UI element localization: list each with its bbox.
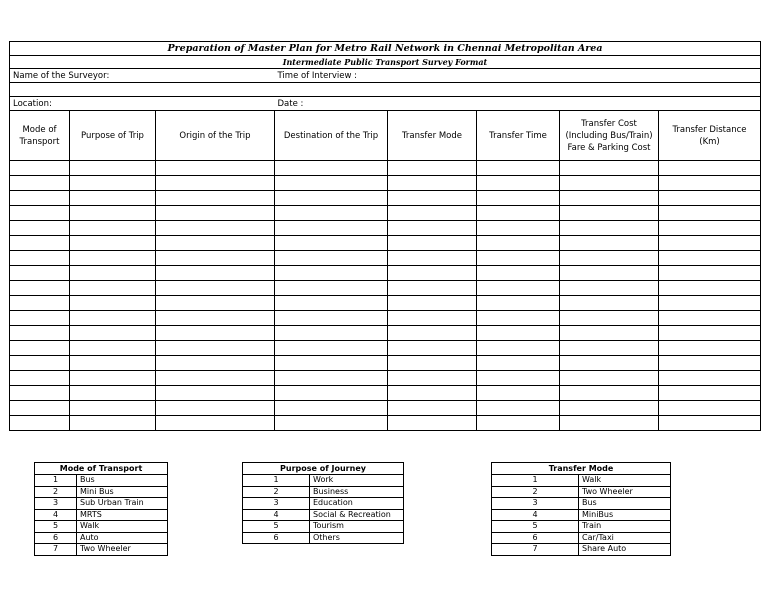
entry-cell[interactable]	[70, 311, 156, 326]
table-row	[10, 371, 761, 386]
legend-item	[492, 509, 671, 521]
entry-cell[interactable]	[560, 221, 659, 236]
col-header-transfer-cost: Transfer Cost (Including Bus/Train) Fare & Parking Cost	[560, 111, 659, 161]
legend-label: Share Auto	[579, 544, 671, 556]
table-row	[10, 386, 761, 401]
entry-cell[interactable]	[477, 221, 560, 236]
col-header-purpose: Purpose of Trip	[70, 111, 156, 161]
entry-cell[interactable]	[10, 326, 70, 341]
entry-cell[interactable]	[70, 281, 156, 296]
entry-cell[interactable]	[560, 311, 659, 326]
legend-label: Sub Urban Train	[77, 498, 168, 510]
entry-cell[interactable]	[70, 326, 156, 341]
entry-cell[interactable]	[156, 401, 275, 416]
entry-cell[interactable]	[156, 191, 275, 206]
col-header-transfer-mode: Transfer Mode	[388, 111, 477, 161]
entry-cell[interactable]	[560, 161, 659, 176]
legend-item	[35, 521, 168, 533]
col-header-destination: Destination of the Trip	[275, 111, 388, 161]
entry-cell[interactable]	[275, 416, 388, 431]
entry-cell[interactable]	[560, 341, 659, 356]
entry-cell[interactable]	[70, 356, 156, 371]
entry-cell[interactable]	[388, 401, 477, 416]
entry-cell[interactable]	[477, 206, 560, 221]
entry-cell[interactable]	[388, 311, 477, 326]
entry-cell[interactable]	[156, 251, 275, 266]
entry-cell[interactable]	[70, 341, 156, 356]
entry-cell[interactable]	[10, 251, 70, 266]
entry-cell[interactable]	[10, 266, 70, 281]
legend-code: 2	[243, 486, 310, 498]
legend-title: Purpose of Journey	[243, 463, 404, 475]
entry-cell[interactable]	[388, 341, 477, 356]
entry-cell[interactable]	[560, 296, 659, 311]
legend-label: Two Wheeler	[579, 486, 671, 498]
entry-cell[interactable]	[477, 311, 560, 326]
legend-item	[35, 509, 168, 521]
entry-cell[interactable]	[156, 221, 275, 236]
table-row	[10, 281, 761, 296]
entry-cell[interactable]	[560, 266, 659, 281]
legend-code: 3	[492, 498, 579, 510]
entry-cell[interactable]	[560, 371, 659, 386]
legend-code: 1	[243, 475, 310, 487]
entry-cell[interactable]	[70, 266, 156, 281]
legend-label: Walk	[579, 475, 671, 487]
table-row	[10, 161, 761, 176]
entry-cell[interactable]	[477, 341, 560, 356]
entry-cell[interactable]	[70, 236, 156, 251]
legend-label: Mini Bus	[77, 486, 168, 498]
entry-cell[interactable]	[156, 176, 275, 191]
legend-code: 4	[35, 509, 77, 521]
entry-cell[interactable]	[477, 191, 560, 206]
legend-item	[243, 532, 404, 544]
legend-label: Work	[310, 475, 404, 487]
table-row	[10, 416, 761, 431]
entry-cell[interactable]	[659, 251, 761, 266]
entry-cell[interactable]	[275, 311, 388, 326]
entry-cell[interactable]	[10, 176, 70, 191]
entry-cell[interactable]	[10, 161, 70, 176]
entry-cell[interactable]	[560, 281, 659, 296]
legend-item	[35, 475, 168, 487]
entry-cell[interactable]	[388, 191, 477, 206]
entry-cell[interactable]	[659, 416, 761, 431]
entry-cell[interactable]	[477, 371, 560, 386]
entry-cell[interactable]	[70, 251, 156, 266]
col-header-origin: Origin of the Trip	[156, 111, 275, 161]
entry-cell[interactable]	[388, 416, 477, 431]
entry-cell[interactable]	[275, 326, 388, 341]
entry-cell[interactable]	[275, 206, 388, 221]
entry-cell[interactable]	[477, 296, 560, 311]
entry-cell[interactable]	[388, 356, 477, 371]
entry-cell[interactable]	[659, 236, 761, 251]
entry-cell[interactable]	[275, 386, 388, 401]
entry-cell[interactable]	[275, 296, 388, 311]
legend-label: Walk	[77, 521, 168, 533]
legend-label: Auto	[77, 532, 168, 544]
entry-cell[interactable]	[10, 311, 70, 326]
entry-cell[interactable]	[70, 296, 156, 311]
surveyor-name-field[interactable]: Name of the Surveyor:	[10, 69, 275, 83]
entry-cell[interactable]	[477, 326, 560, 341]
table-row	[10, 296, 761, 311]
table-row	[10, 191, 761, 206]
entry-cell[interactable]	[156, 356, 275, 371]
entry-cell[interactable]	[477, 416, 560, 431]
entry-cell[interactable]	[156, 386, 275, 401]
legend-code: 7	[35, 544, 77, 556]
blank-row	[10, 83, 761, 97]
location-field[interactable]: Location:	[10, 97, 275, 111]
entry-cell[interactable]	[659, 281, 761, 296]
entry-cell[interactable]	[10, 356, 70, 371]
legend-code: 6	[35, 532, 77, 544]
entry-cell[interactable]	[275, 176, 388, 191]
entry-cell[interactable]	[10, 236, 70, 251]
interview-time-field[interactable]: Time of Interview :	[275, 69, 761, 83]
entry-cell[interactable]	[560, 356, 659, 371]
entry-cell[interactable]	[560, 176, 659, 191]
entry-cell[interactable]	[388, 371, 477, 386]
legend-code: 4	[492, 509, 579, 521]
legend-label: MRTS	[77, 509, 168, 521]
entry-cell[interactable]	[388, 176, 477, 191]
table-row	[10, 266, 761, 281]
entry-cell[interactable]	[388, 326, 477, 341]
legend-code: 1	[492, 475, 579, 487]
entry-cell[interactable]	[275, 251, 388, 266]
entry-cell[interactable]	[10, 341, 70, 356]
legend-item	[492, 498, 671, 510]
entry-cell[interactable]	[156, 416, 275, 431]
legend-code: 5	[35, 521, 77, 533]
entry-cell[interactable]	[275, 281, 388, 296]
entry-cell[interactable]	[477, 236, 560, 251]
table-row	[10, 401, 761, 416]
legend-label: MiniBus	[579, 509, 671, 521]
entry-cell[interactable]	[659, 221, 761, 236]
entry-cell[interactable]	[10, 191, 70, 206]
mode-of-transport-legend	[34, 462, 168, 556]
legend-label: Two Wheeler	[77, 544, 168, 556]
entry-cell[interactable]	[560, 236, 659, 251]
entry-cell[interactable]	[560, 206, 659, 221]
entry-cell[interactable]	[659, 371, 761, 386]
legend-code: 3	[243, 498, 310, 510]
entry-cell[interactable]	[388, 266, 477, 281]
legend-item	[492, 521, 671, 533]
legend-label: Bus	[77, 475, 168, 487]
legend-label: Car/Taxi	[579, 532, 671, 544]
column-header-row	[10, 111, 761, 161]
entry-cell[interactable]	[560, 251, 659, 266]
entry-cell[interactable]	[156, 206, 275, 221]
legend-code: 5	[243, 521, 310, 533]
legend-code: 7	[492, 544, 579, 556]
legend-item	[243, 521, 404, 533]
legend-code: 6	[243, 532, 310, 544]
entry-cell[interactable]	[477, 251, 560, 266]
legend-item	[35, 544, 168, 556]
entry-cell[interactable]	[659, 206, 761, 221]
form-subtitle: Intermediate Public Transport Survey Format	[10, 56, 761, 69]
entry-cell[interactable]	[70, 191, 156, 206]
entry-cell[interactable]	[275, 401, 388, 416]
entry-cell[interactable]	[70, 416, 156, 431]
entry-cell[interactable]	[659, 296, 761, 311]
entry-cell[interactable]	[560, 191, 659, 206]
table-row	[10, 221, 761, 236]
entry-cell[interactable]	[156, 311, 275, 326]
legend-code: 5	[492, 521, 579, 533]
table-row	[10, 206, 761, 221]
form-title: Preparation of Master Plan for Metro Rail Network in Chennai Metropolitan Area	[10, 42, 761, 56]
entry-cell[interactable]	[560, 401, 659, 416]
col-header-transfer-distance: Transfer Distance (Km)	[659, 111, 761, 161]
table-row	[10, 236, 761, 251]
col-header-transfer-time: Transfer Time	[477, 111, 560, 161]
entry-cell[interactable]	[560, 326, 659, 341]
entry-cell[interactable]	[156, 236, 275, 251]
legend-item	[243, 498, 404, 510]
entry-cell[interactable]	[275, 341, 388, 356]
survey-form-table	[9, 41, 761, 431]
entry-cell[interactable]	[70, 176, 156, 191]
legend-item	[35, 532, 168, 544]
entry-cell[interactable]	[70, 386, 156, 401]
legend-item	[35, 486, 168, 498]
entry-cell[interactable]	[477, 266, 560, 281]
entry-cell[interactable]	[156, 371, 275, 386]
col-header-mode: Mode of Transport	[10, 111, 70, 161]
entry-cell[interactable]	[70, 221, 156, 236]
entry-cell[interactable]	[659, 266, 761, 281]
legend-item	[243, 486, 404, 498]
entry-cell[interactable]	[388, 221, 477, 236]
legend-label: Bus	[579, 498, 671, 510]
table-row	[10, 176, 761, 191]
entry-cell[interactable]	[156, 281, 275, 296]
entry-cell[interactable]	[156, 266, 275, 281]
legend-label: Social & Recreation	[310, 509, 404, 521]
legend-item	[243, 509, 404, 521]
entry-cell[interactable]	[659, 176, 761, 191]
entry-cell[interactable]	[477, 401, 560, 416]
legend-code: 2	[35, 486, 77, 498]
entry-cell[interactable]	[70, 371, 156, 386]
legend-title: Transfer Mode	[492, 463, 671, 475]
legend-title: Mode of Transport	[35, 463, 168, 475]
purpose-of-journey-legend	[242, 462, 404, 544]
entry-cell[interactable]	[388, 281, 477, 296]
legend-code: 1	[35, 475, 77, 487]
transfer-mode-legend	[491, 462, 671, 556]
entry-cell[interactable]	[275, 371, 388, 386]
legend-code: 2	[492, 486, 579, 498]
entry-cell[interactable]	[388, 296, 477, 311]
entry-cell[interactable]	[659, 341, 761, 356]
entry-cell[interactable]	[156, 341, 275, 356]
entry-cell[interactable]	[10, 371, 70, 386]
legend-label: Education	[310, 498, 404, 510]
date-field[interactable]: Date :	[275, 97, 761, 111]
entry-cell[interactable]	[275, 236, 388, 251]
legend-item	[243, 475, 404, 487]
entry-cell[interactable]	[477, 281, 560, 296]
legend-item	[492, 475, 671, 487]
entry-cell[interactable]	[659, 326, 761, 341]
entry-cell[interactable]	[10, 281, 70, 296]
entry-cell[interactable]	[659, 401, 761, 416]
entry-cell[interactable]	[659, 191, 761, 206]
legend-label: Others	[310, 532, 404, 544]
entry-cell[interactable]	[659, 161, 761, 176]
entry-cell[interactable]	[275, 356, 388, 371]
entry-cell[interactable]	[70, 161, 156, 176]
entry-cell[interactable]	[560, 416, 659, 431]
entry-cell[interactable]	[388, 206, 477, 221]
entry-cell[interactable]	[388, 386, 477, 401]
entry-cell[interactable]	[275, 266, 388, 281]
legend-item	[35, 498, 168, 510]
table-row	[10, 326, 761, 341]
entry-cell[interactable]	[10, 386, 70, 401]
entry-cell[interactable]	[70, 206, 156, 221]
table-row	[10, 311, 761, 326]
entry-cell[interactable]	[477, 176, 560, 191]
entry-cell[interactable]	[388, 251, 477, 266]
entry-cell[interactable]	[70, 401, 156, 416]
entry-cell[interactable]	[560, 386, 659, 401]
table-row	[10, 251, 761, 266]
entry-cell[interactable]	[477, 356, 560, 371]
entry-cell[interactable]	[10, 416, 70, 431]
entry-rows	[10, 161, 761, 431]
entry-cell[interactable]	[659, 311, 761, 326]
entry-cell[interactable]	[275, 191, 388, 206]
entry-cell[interactable]	[275, 161, 388, 176]
entry-cell[interactable]	[10, 206, 70, 221]
legend-item	[492, 486, 671, 498]
legend-item	[492, 544, 671, 556]
table-row	[10, 341, 761, 356]
legend-code: 3	[35, 498, 77, 510]
entry-cell[interactable]	[477, 161, 560, 176]
entry-cell[interactable]	[156, 296, 275, 311]
entry-cell[interactable]	[659, 356, 761, 371]
legend-code: 6	[492, 532, 579, 544]
entry-cell[interactable]	[388, 161, 477, 176]
entry-cell[interactable]	[10, 296, 70, 311]
legend-label: Business	[310, 486, 404, 498]
entry-cell[interactable]	[275, 221, 388, 236]
legend-label: Tourism	[310, 521, 404, 533]
entry-cell[interactable]	[659, 386, 761, 401]
table-row	[10, 356, 761, 371]
legend-label: Train	[579, 521, 671, 533]
entry-cell[interactable]	[156, 161, 275, 176]
entry-cell[interactable]	[477, 386, 560, 401]
entry-cell[interactable]	[156, 326, 275, 341]
entry-cell[interactable]	[10, 401, 70, 416]
legend-code: 4	[243, 509, 310, 521]
legend-item	[492, 532, 671, 544]
entry-cell[interactable]	[10, 221, 70, 236]
entry-cell[interactable]	[388, 236, 477, 251]
